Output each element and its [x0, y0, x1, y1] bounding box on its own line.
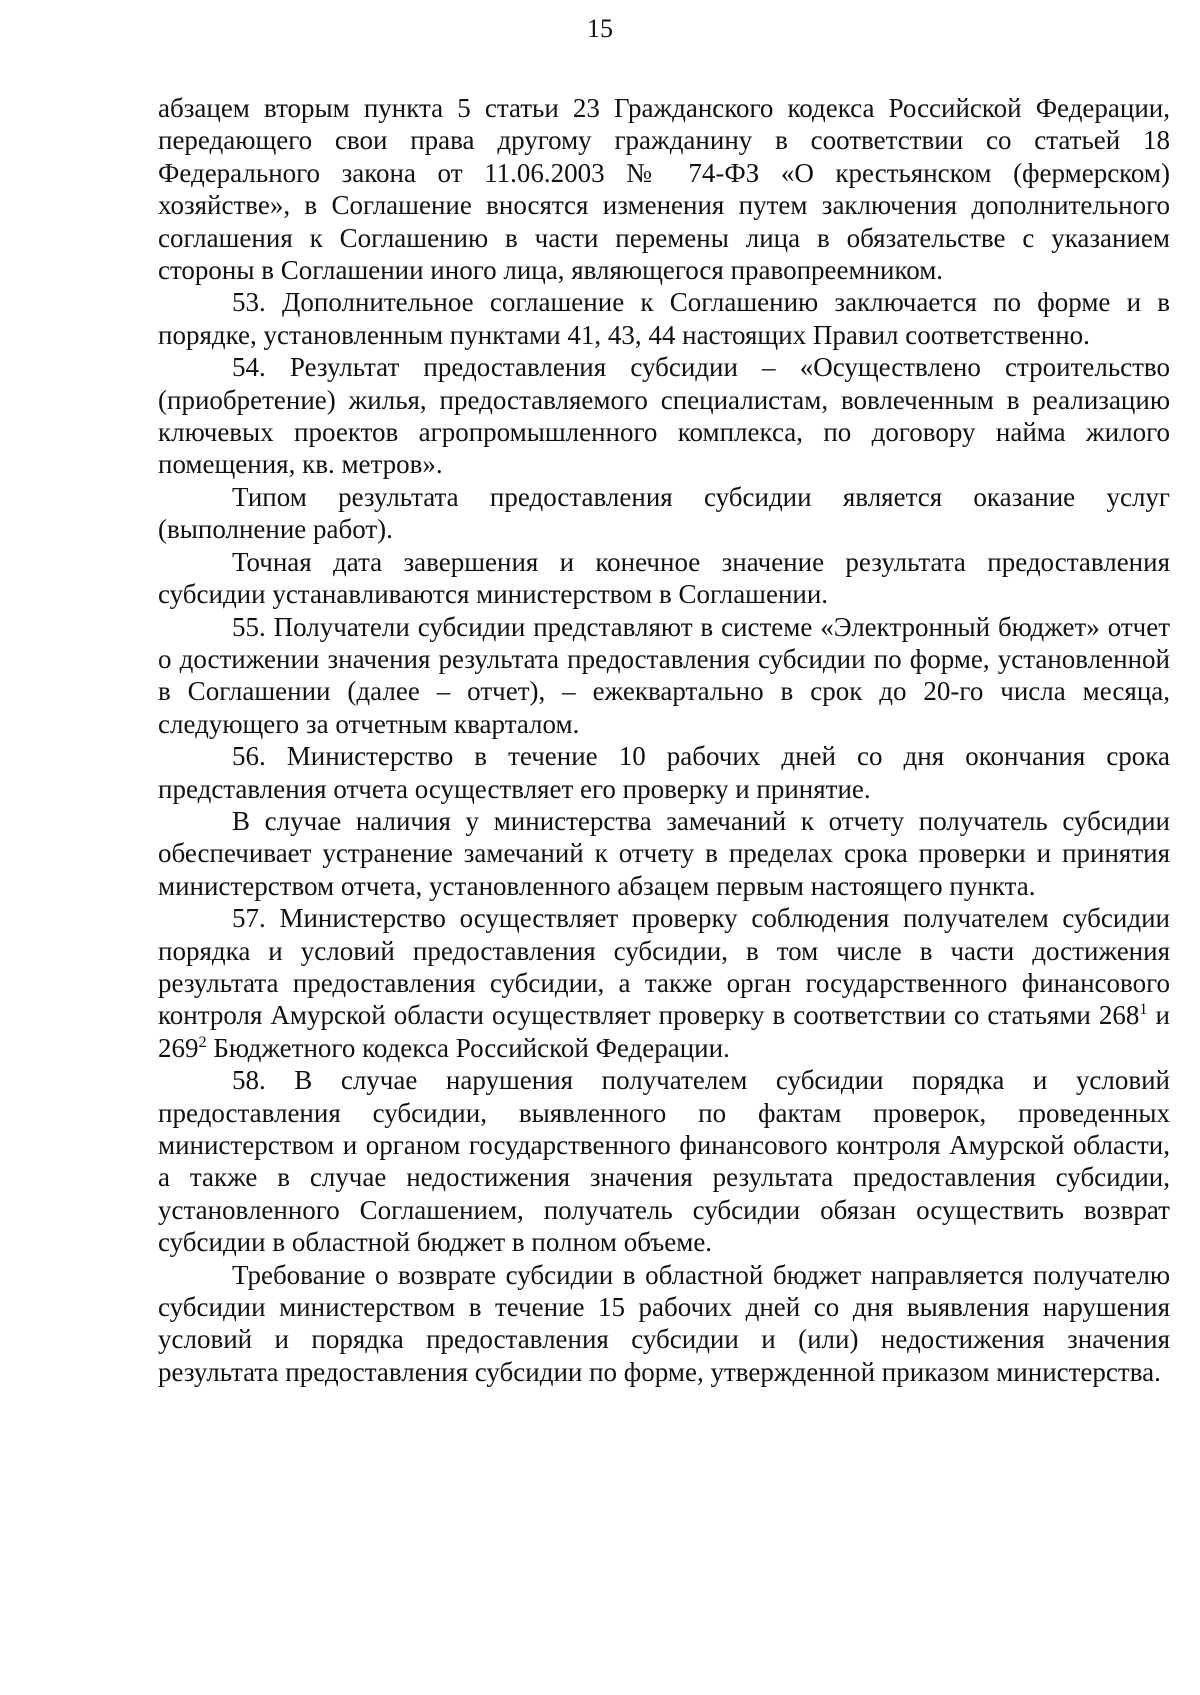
paragraph-54-result-type: Типом результата предоставления субсидии является оказание услуг (выполнение работ).	[158, 481, 1170, 545]
paragraph-55: 55. Получатели субсидии представляют в системе «Электронный бюджет» отчет о достижении значения результата предоставления субсидии по форме, установленной в Соглашении (далее – отчет), – ежеквартально в срок до 20-го числа месяца, следующего за отчетным кварталом.	[158, 611, 1170, 739]
paragraph-56: 56. Министерство в течение 10 рабочих дней со дня окончания срока представления отчета осуществляет его проверку и принятие.	[158, 741, 1170, 804]
paragraph-57-text-before: 57. Министерство осуществляет проверку соблюдения получателем субсидии порядка и условий предоставления субсидии, в том числе в части достижения результата предоставления субсидии, а также орган государственного финансового контроля Амурской области осуществляет проверку в соответствии со статьями 268	[158, 903, 1170, 1031]
document-body	[158, 92, 1170, 1388]
paragraph-57-text-after: Бюджетного кодекса Российской Федерации.	[206, 1032, 730, 1063]
superscript-2: 2	[198, 1032, 207, 1051]
paragraph-58: 58. В случае нарушения получателем субсидии порядка и условий предоставления субсидии, выявленного по фактам проверок, проведенных министерством и органом государственного финансового контроля Амурской области, а также в случае недостижения значения результата предоставления субсидии, установленного Соглашением, получатель субсидии обязан осуществить возврат субсидии в областной бюджет в полном объеме.	[158, 1065, 1170, 1258]
paragraph-57-text-middle: и 269	[158, 1000, 1170, 1063]
superscript-1: 1	[1139, 1000, 1148, 1019]
paragraph-57	[158, 902, 1170, 1064]
paragraph-continuation: абзацем вторым пункта 5 статьи 23 Гражданского кодекса Российской Федерации, передающего свои права другому гражданину в соответствии со статьей 18 Федерального закона от 11.06.2003 № 74-ФЗ «О крестьянском (фермерском) хозяйстве», в Соглашение вносятся изменения путем заключения дополнительного соглашения к Соглашению в части перемены лица в обязательстве с указанием стороны в Соглашении иного лица, являющегося правопреемником.	[158, 93, 1170, 286]
paragraph-53: 53. Дополнительное соглашение к Соглашению заключается по форме и в порядке, установленным пунктами 41, 43, 44 настоящих Правил соответственно.	[158, 287, 1170, 350]
page-number: 15	[587, 14, 613, 43]
paragraph-54-date: Точная дата завершения и конечное значение результата предоставления субсидии устанавливаются министерством в Соглашении.	[158, 546, 1170, 610]
paragraph-54: 54. Результат предоставления субсидии – «Осуществлено строительство (приобретение) жилья, предоставляемого специалистам, вовлеченным в реализацию ключевых проектов агропромышленного комплекса, по договору найма жилого помещения, кв. метров».	[158, 352, 1170, 480]
paragraph-58-demand: Требование о возврате субсидии в областной бюджет направляется получателю субсидии министерством в течение 15 рабочих дней со дня выявления нарушения условий и порядка предоставления субсидии и (или) недостижения значения результата предоставления субсидии по форме, утвержденной приказом министерства.	[158, 1259, 1170, 1387]
paragraph-56-remarks: В случае наличия у министерства замечаний к отчету получатель субсидии обеспечивает устранение замечаний к отчету в пределах срока проверки и принятия министерством отчета, установленного абзацем первым настоящего пункта.	[158, 805, 1170, 901]
